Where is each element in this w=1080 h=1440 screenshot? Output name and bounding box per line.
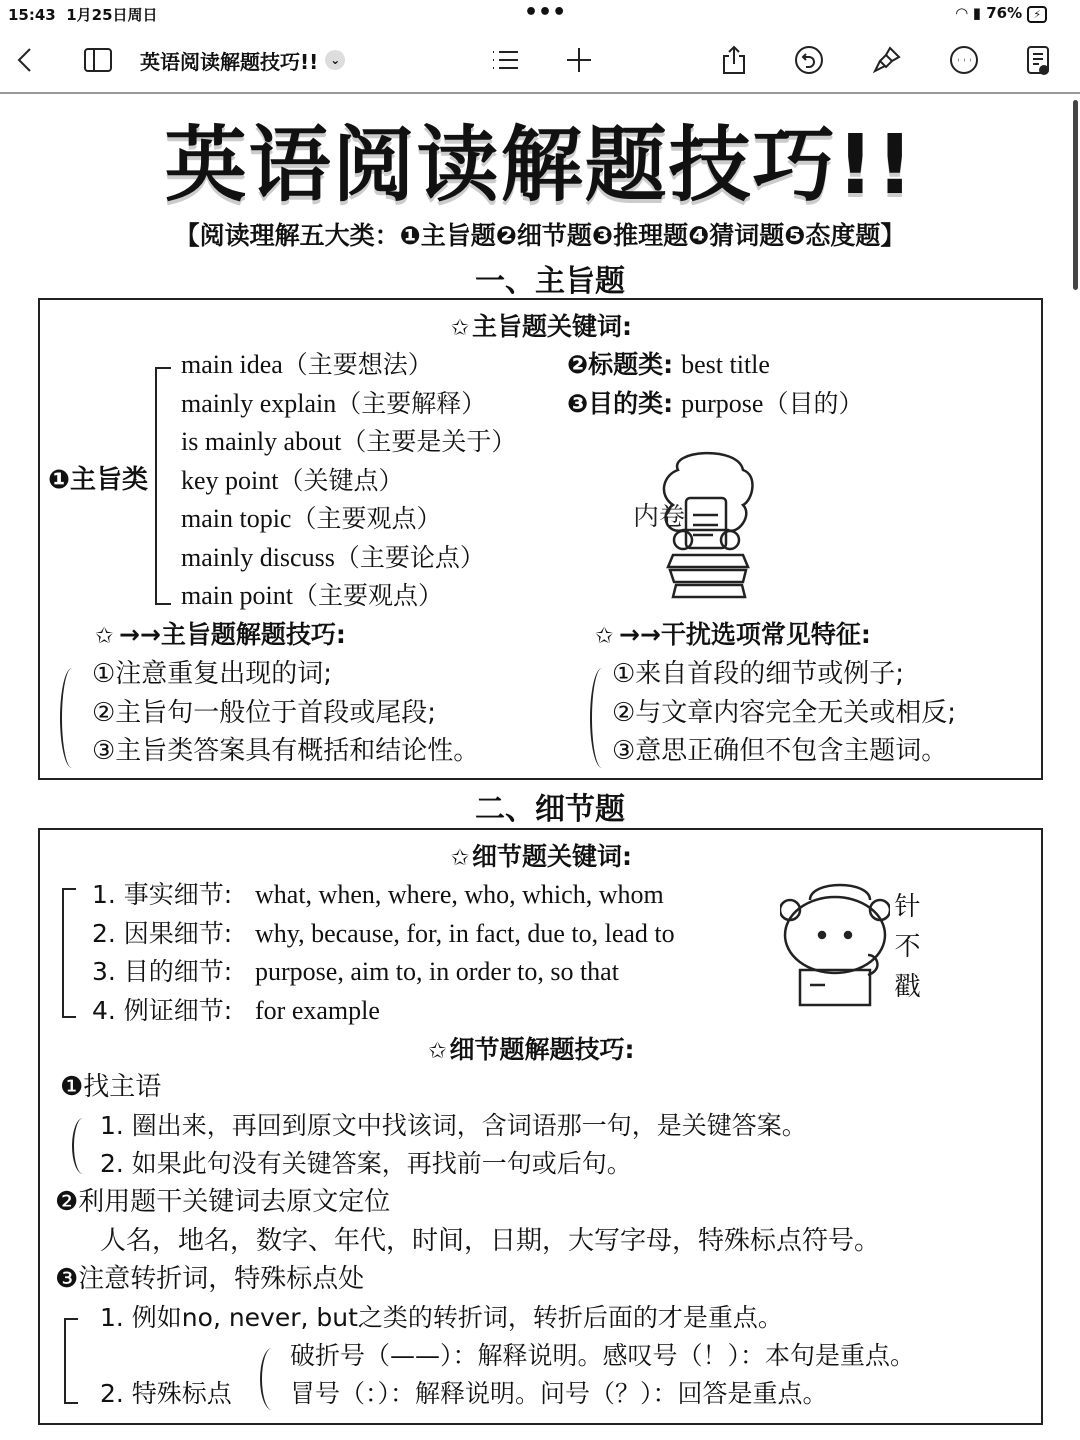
star-icon: ✩ [428, 1039, 447, 1064]
back-button[interactable] [10, 42, 40, 78]
status-right: ◠ ▮ 76% ⚡ [956, 4, 1047, 22]
keyword-item: key point（关键点） [181, 465, 404, 495]
tips-title-1: ✩ →→主旨题解题技巧: [95, 619, 346, 653]
detail-keyword-item: 3. 目的细节: purpose, aim to, in order to, so that [92, 957, 619, 986]
section-heading-2: 二、细节题 [475, 792, 625, 827]
star-icon: ✩ [450, 316, 470, 341]
keyword-item: main idea（主要想法） [181, 350, 433, 379]
battery-icon: ⚡ [1027, 6, 1047, 23]
keyword-item: mainly discuss（主要论点） [181, 542, 485, 572]
distract-item: ①来自首段的细节或例子; [612, 659, 905, 689]
tip-item: ②主旨句一般位于首段或尾段; [92, 697, 437, 728]
detail-keyword-item: 1. 事实细节: what, when, where, who, which, whom [92, 880, 664, 909]
wifi-icon: ◠ [956, 4, 968, 22]
add-icon[interactable] [563, 42, 595, 78]
sticker-caption: 内卷 [633, 502, 686, 532]
subtitle: 【阅读理解五大类：❶主旨题❷细节题❸推理题❹猜词题❺态度题】 [174, 221, 906, 250]
bracket [64, 1318, 78, 1404]
list-icon[interactable] [488, 42, 522, 78]
tips-title-2: ✩ 细节题解题技巧: [0, 1034, 1060, 1068]
paren [260, 1348, 284, 1410]
p3-item: 2. 特殊标点 [100, 1379, 232, 1408]
section-heading-1: 一、主旨题 [475, 264, 625, 299]
multitask-dots[interactable]: ••• [524, 0, 567, 25]
p3-item: 1. 例如no, never, but之类的转折词，转折后面的才是重点。 [100, 1303, 783, 1332]
document-icon[interactable] [1022, 42, 1054, 78]
keyword-item: is mainly about（主要是关于） [181, 427, 517, 456]
tip-item: ③主旨类答案具有概括和结论性。 [92, 736, 480, 766]
point-3: ❸注意转折词，特殊标点处 [55, 1264, 365, 1294]
punct-line: 冒号（：）：解释说明。问号（？）：回答是重点。 [290, 1379, 828, 1408]
page-title: 英语阅读解题技巧!! [164, 118, 916, 213]
distract-title: ✩ →→干扰选项常见特征: [595, 619, 871, 653]
cat2-line: ❷标题类: best title [567, 350, 770, 379]
chevron-down-icon: ⌄ [325, 50, 345, 70]
keyword-item: main topic（主要观点） [181, 504, 442, 533]
detail-keyword-item: 2. 因果细节: why, because, for, in fact, due to, lead to [92, 918, 675, 948]
share-icon[interactable] [718, 42, 750, 78]
point-1: ❶找主语 [60, 1072, 162, 1102]
keyword-item: main point（主要观点） [181, 581, 443, 610]
paren [60, 668, 84, 768]
bracket [62, 888, 76, 1018]
cat3-line: ❸目的类: purpose（目的） [567, 389, 864, 418]
bear-sticker [780, 875, 890, 1020]
p1-item: 2. 如果此句没有关键答案，再找前一句或后句。 [100, 1149, 632, 1178]
bracket [155, 367, 171, 605]
toolbar-divider [0, 92, 1080, 94]
distract-item: ②与文章内容完全无关或相反; [612, 697, 957, 728]
sidebar-toggle-icon[interactable] [80, 42, 116, 78]
paren [590, 668, 614, 768]
star-icon: ✩ [595, 624, 614, 649]
girl-reading-sticker [628, 440, 788, 605]
status-time: 15:43 1月25日周日 [8, 6, 158, 24]
star-icon: ✩ [450, 846, 470, 871]
detail-keyword-item: 4. 例证细节: for example [92, 995, 380, 1025]
punct-line: 破折号（——）：解释说明。感叹号（！）：本句是重点。 [290, 1341, 916, 1370]
p1-item: 1. 圈出来，再回到原文中找该词，含词语那一句，是关键答案。 [100, 1111, 807, 1140]
point-2: ❷利用题干关键词去原文定位 [55, 1187, 391, 1217]
category-label: ❶主旨类 [48, 465, 149, 495]
keyword-item: mainly explain（主要解释） [181, 388, 487, 418]
paren [72, 1118, 94, 1174]
kw-title-2: ✩ 细节题关键词: [0, 841, 1080, 875]
star-icon: ✩ [95, 624, 114, 649]
tip-item: ①注意重复出现的词; [92, 659, 333, 689]
undo-icon[interactable] [792, 42, 826, 78]
doc-title-menu[interactable]: 英语阅读解题技巧!! ⌄ [140, 42, 345, 78]
kw-title-1: ✩ 主旨题关键词: [0, 311, 1080, 345]
p2-text: 人名，地名，数字、年代，时间，日期，大写字母，特殊标点符号。 [100, 1226, 881, 1256]
bear-sticker-caption: 针不戳 [890, 892, 920, 1012]
more-icon[interactable] [947, 42, 981, 78]
distract-item: ③意思正确但不包含主题词。 [612, 736, 948, 766]
brush-icon[interactable] [870, 42, 904, 78]
